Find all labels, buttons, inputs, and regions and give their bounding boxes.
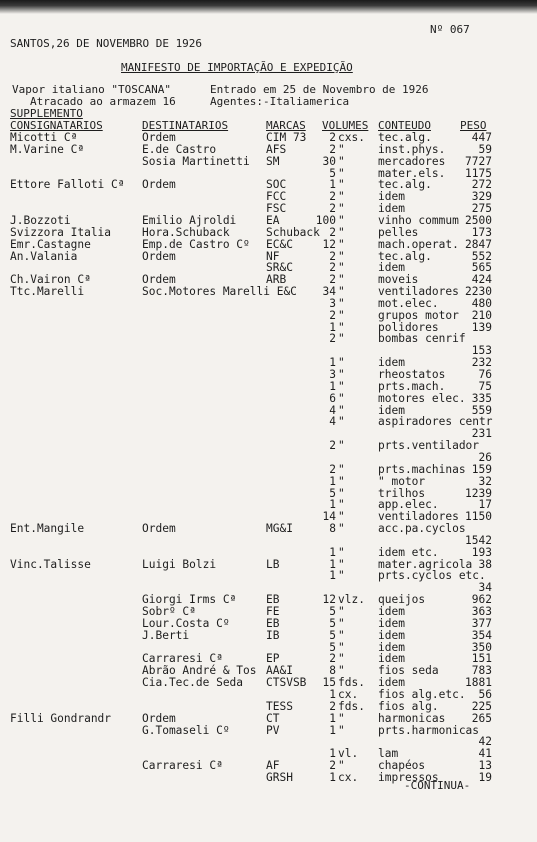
volume-unit-cell: " — [338, 462, 345, 476]
content-cell: tec.alg. — [378, 178, 432, 192]
content-cell: vinho commum — [378, 213, 459, 227]
weight-cell: 1175 — [465, 166, 492, 180]
volume-unit-cell: vl. — [338, 747, 359, 761]
content-cell: grupos motor — [378, 308, 459, 322]
weight-cell: 2847 — [465, 237, 492, 251]
content-cell: idem etc. — [378, 545, 439, 559]
weight-cell: 159 — [471, 462, 492, 476]
volume-qty-cell: 2 — [329, 190, 336, 204]
receiver-cell: Sobrº Cª — [142, 605, 196, 618]
volume-qty-cell: 1 — [329, 320, 336, 334]
volume-qty-cell: 1 — [329, 379, 336, 393]
content-cell: mater.els. — [378, 166, 446, 180]
weight-cell: 56 — [478, 687, 492, 701]
table-row — [0, 286, 537, 298]
receiver-cell: Carraresi Cª — [142, 759, 223, 773]
receiver-cell: Ordem — [142, 522, 176, 536]
content-cell: lam — [378, 747, 399, 761]
receiver-cell: Ordem — [142, 131, 176, 144]
weight-cell: 210 — [471, 308, 492, 322]
volume-unit-cell: " — [338, 723, 345, 737]
content-cell: bombas cenrif — [378, 332, 466, 346]
mark-cell: SR&C — [266, 261, 293, 275]
volume-qty-cell: 34 — [322, 285, 336, 299]
consignee-cell: Filli Gondrandr — [10, 711, 112, 725]
weight-cell: 377 — [471, 616, 492, 630]
volume-qty-cell: 3 — [329, 368, 336, 381]
content-cell: harmonicas — [378, 711, 446, 725]
volume-unit-cell: " — [338, 202, 345, 216]
receiver-cell: Abrão André & Tos — [142, 664, 257, 678]
mark-cell: ARB — [266, 273, 287, 287]
volume-unit-cell: " — [338, 154, 345, 168]
table-row — [0, 701, 537, 713]
volume-unit-cell: " — [338, 213, 345, 227]
volume-unit-cell: " — [338, 510, 345, 524]
consignee-cell: J.Bozzoti — [10, 213, 71, 227]
content-cell: ventiladores — [378, 510, 459, 524]
content-cell: queijos — [378, 593, 426, 607]
volume-qty-cell: 6 — [329, 391, 336, 405]
volume-unit-cell: " — [338, 415, 345, 429]
weight-cell: 151 — [471, 652, 492, 666]
consignee-cell: Ettore Falloti Cª — [10, 178, 125, 192]
content-cell: fios seda — [378, 664, 439, 678]
weight-cell: 480 — [471, 296, 492, 310]
receiver-cell: Emilio Ajroldi — [142, 213, 237, 227]
mark-cell: CT — [266, 711, 280, 725]
weight-cell: 41 — [478, 747, 492, 761]
volume-qty-cell: 5 — [329, 616, 336, 630]
volume-qty-cell: 8 — [329, 664, 336, 678]
document-title: MANIFESTO DE IMPORTAÇÃO E EXPEDIÇÃO — [121, 61, 353, 74]
content-cell: prts.machinas — [378, 462, 466, 476]
content-cell: rheostatos — [378, 368, 446, 381]
content-cell: idem — [378, 676, 405, 690]
volume-unit-cell: " — [338, 142, 345, 156]
volume-unit-cell: " — [338, 545, 345, 559]
volume-unit-cell: " — [338, 296, 345, 310]
consignee-cell: An.Valania — [10, 249, 78, 263]
content-cell: idem — [378, 202, 405, 216]
volume-unit-cell: " — [338, 368, 345, 381]
volume-unit-cell: " — [338, 320, 345, 334]
content-cell: inst.phys. — [378, 142, 446, 156]
table-row — [0, 393, 537, 405]
weight-cell: 13 — [478, 759, 492, 773]
table-row — [0, 476, 537, 488]
mark-cell: AA&I — [266, 664, 293, 678]
weight-cell: 59 — [478, 142, 492, 156]
content-cell: polidores — [378, 320, 439, 334]
weight-cell: 275 — [471, 202, 492, 216]
weight-cell: 193 — [471, 545, 492, 559]
table-row — [0, 547, 537, 559]
weight-cell: 354 — [471, 628, 492, 642]
weight-cell: 2500 — [465, 213, 492, 227]
volume-unit-cell: " — [338, 498, 345, 512]
volume-unit-cell: " — [338, 652, 345, 666]
receiver-cell: E.de Castro — [142, 142, 217, 156]
consignee-cell: Emr.Castagne — [10, 237, 91, 251]
volume-qty-cell: 8 — [329, 522, 336, 536]
receiver-cell: Emp.de Castro Cº — [142, 237, 250, 251]
weight-cell: 2230 — [465, 285, 492, 299]
continued-marker: -CONTINUA- — [404, 779, 471, 792]
weight-cell: 173 — [471, 225, 492, 239]
volume-unit-cell: " — [338, 379, 345, 393]
supplement-label: SUPPLEMENTO — [10, 107, 83, 120]
weight-cell: 75 — [478, 379, 492, 393]
weight-cell: 265 — [471, 711, 492, 725]
document-number: Nº 067 — [430, 23, 470, 36]
weight-cell: 26 — [478, 450, 492, 464]
column-header-mark: MARCAS — [266, 119, 306, 132]
table-row — [0, 369, 537, 381]
volume-qty-cell: 15 — [322, 676, 336, 690]
content-cell: moveis — [378, 273, 419, 287]
column-header-volumes: VOLUMES — [322, 119, 369, 132]
mark-cell: TESS — [266, 699, 293, 713]
volume-unit-cell: " — [338, 439, 345, 453]
table-row — [0, 523, 537, 535]
table-row — [0, 156, 537, 168]
volume-unit-cell: " — [338, 557, 345, 571]
volume-qty-cell: 1 — [329, 178, 336, 192]
weight-cell: 424 — [471, 273, 492, 287]
mark-cell: EC&C — [266, 237, 293, 251]
weight-cell: 552 — [471, 249, 492, 263]
column-header-content: CONTEUDO — [378, 119, 431, 132]
volume-unit-cell: cx. — [338, 770, 359, 784]
mark-cell: SM — [266, 154, 280, 168]
mark-cell: MG&I — [266, 522, 293, 536]
weight-cell: 329 — [471, 190, 492, 204]
volume-qty-cell: 2 — [329, 249, 336, 263]
volume-unit-cell: " — [338, 664, 345, 678]
content-cell: idem — [378, 616, 405, 630]
weight-cell: 34 — [478, 581, 492, 595]
content-cell: ventiladores — [378, 285, 459, 299]
volume-unit-cell: " — [338, 332, 345, 346]
vessel-line: Vapor italiano "TOSCANA" — [12, 83, 171, 96]
table-row — [0, 310, 537, 322]
receiver-cell: Ordem — [142, 178, 176, 192]
volume-qty-cell: 100 — [315, 213, 336, 227]
content-cell: prts.ventilador — [378, 439, 480, 453]
consignee-cell: Ch.Vairon Cª — [10, 273, 91, 287]
weight-cell: 42 — [478, 735, 492, 749]
content-cell: prts.harmonicas — [378, 723, 480, 737]
volume-qty-cell: 5 — [329, 605, 336, 618]
volume-qty-cell: 1 — [329, 711, 336, 725]
receiver-cell: Soc.Motores Marelli E&C — [142, 285, 297, 299]
volume-qty-cell: 2 — [329, 273, 336, 287]
volume-qty-cell: 2 — [329, 225, 336, 239]
weight-cell: 447 — [471, 131, 492, 144]
volume-unit-cell: " — [338, 249, 345, 263]
weight-cell: 272 — [471, 178, 492, 192]
mark-cell: AF — [266, 759, 280, 773]
volume-qty-cell: 12 — [322, 237, 336, 251]
mark-cell: SOC — [266, 178, 287, 192]
consignee-cell: Micotti Cª — [10, 131, 78, 144]
content-cell: impressos — [378, 770, 439, 784]
volume-unit-cell: " — [338, 711, 345, 725]
volume-qty-cell: 1 — [329, 474, 336, 488]
weight-cell: 32 — [478, 474, 492, 488]
receiver-cell: Cia.Tec.de Seda — [142, 676, 244, 690]
volume-qty-cell: 30 — [322, 154, 336, 168]
table-row — [0, 345, 537, 357]
receiver-cell: Ordem — [142, 711, 176, 725]
volume-unit-cell: cx. — [338, 687, 359, 701]
content-cell: idem — [378, 190, 405, 204]
volume-unit-cell: " — [338, 628, 345, 642]
weight-cell: 231 — [471, 427, 492, 441]
content-cell: idem — [378, 605, 405, 618]
scan-top-edge — [0, 0, 537, 14]
volume-unit-cell: " — [338, 391, 345, 405]
volume-unit-cell: " — [338, 261, 345, 275]
weight-cell: 335 — [471, 391, 492, 405]
content-cell: app.elec. — [378, 498, 439, 512]
volume-qty-cell: 2 — [329, 759, 336, 773]
content-cell: aspiradores centr — [378, 415, 493, 429]
volume-qty-cell: 2 — [329, 462, 336, 476]
table-row — [0, 736, 537, 748]
weight-cell: 153 — [471, 344, 492, 358]
table-row — [0, 570, 537, 582]
weight-cell: 559 — [471, 403, 492, 417]
table-row — [0, 725, 537, 737]
volume-qty-cell: 2 — [329, 332, 336, 346]
table-row — [0, 333, 537, 345]
volume-unit-cell: " — [338, 403, 345, 417]
volume-qty-cell: 1 — [329, 545, 336, 559]
weight-cell: 1542 — [465, 533, 492, 547]
volume-unit-cell: " — [338, 308, 345, 322]
date-line: SANTOS,26 DE NOVEMBRO DE 1926 — [10, 37, 203, 50]
mark-cell: LB — [266, 557, 280, 571]
consignee-cell: Ttc.Marelli — [10, 285, 85, 299]
volume-qty-cell: 4 — [329, 415, 336, 429]
content-cell: acc.pa.cyclos — [378, 522, 466, 536]
volume-unit-cell: " — [338, 225, 345, 239]
weight-cell: 565 — [471, 261, 492, 275]
mark-cell: IB — [266, 628, 280, 642]
weight-cell: 17 — [478, 498, 492, 512]
mark-cell: EB — [266, 616, 280, 630]
content-cell: mach.operat. — [378, 237, 459, 251]
table-row — [0, 488, 537, 500]
volume-unit-cell: " — [338, 522, 345, 536]
content-cell: idem — [378, 356, 405, 370]
content-cell: prts.mach. — [378, 379, 446, 393]
receiver-cell: Ordem — [142, 249, 176, 263]
content-cell: trilhos — [378, 486, 426, 500]
volume-qty-cell: 1 — [329, 723, 336, 737]
weight-cell: 783 — [471, 664, 492, 678]
column-header-consignee: CONSIGNATARIOS — [10, 119, 103, 132]
mark-cell: CIM 73 — [266, 131, 307, 144]
mark-cell: CTSVSB — [266, 676, 307, 690]
mark-cell: FE — [266, 605, 280, 618]
volume-qty-cell: 2 — [329, 652, 336, 666]
volume-unit-cell: " — [338, 190, 345, 204]
table-row — [0, 357, 537, 369]
consignee-cell: Vinc.Talisse — [10, 557, 91, 571]
volume-unit-cell: " — [338, 605, 345, 618]
volume-qty-cell: 5 — [329, 486, 336, 500]
content-cell: idem — [378, 652, 405, 666]
content-cell: pelles — [378, 225, 419, 239]
consignee-cell: Svizzora Italia — [10, 225, 112, 239]
mark-cell: GRSH — [266, 770, 293, 784]
volume-unit-cell: " — [338, 486, 345, 500]
volume-qty-cell: 12 — [322, 593, 336, 607]
content-cell: idem — [378, 628, 405, 642]
receiver-cell: Carraresi Cª — [142, 652, 223, 666]
volume-qty-cell: 5 — [329, 166, 336, 180]
weight-cell: 139 — [471, 320, 492, 334]
volume-qty-cell: 2 — [329, 308, 336, 322]
content-cell: tec.alg. — [378, 249, 432, 263]
receiver-cell: J.Berti — [142, 628, 190, 642]
content-cell: idem — [378, 403, 405, 417]
volume-unit-cell: " — [338, 356, 345, 370]
volume-qty-cell: 4 — [329, 403, 336, 417]
content-cell: prts.cyclos etc. — [378, 569, 486, 583]
content-cell: tec.alg. — [378, 131, 432, 144]
table-row — [0, 713, 537, 725]
mark-cell: FCC — [266, 190, 287, 204]
table-row — [0, 464, 537, 476]
volume-unit-cell: " — [338, 616, 345, 630]
volume-unit-cell: " — [338, 166, 345, 180]
volume-qty-cell: 2 — [329, 142, 336, 156]
volume-qty-cell: 1 — [329, 557, 336, 571]
mark-cell: AFS — [266, 142, 287, 156]
volume-unit-cell: " — [338, 759, 345, 773]
weight-cell: 225 — [471, 699, 492, 713]
consignee-cell: M.Varine Cª — [10, 142, 85, 156]
volume-qty-cell: 5 — [329, 628, 336, 642]
receiver-cell: Ordem — [142, 273, 176, 287]
receiver-cell: Lour.Costa Cº — [142, 616, 230, 630]
content-cell: " motor — [378, 474, 426, 488]
weight-cell: 232 — [471, 356, 492, 370]
volume-qty-cell: 3 — [329, 296, 336, 310]
mark-cell: FSC — [266, 202, 287, 216]
mark-cell: EB — [266, 593, 280, 607]
content-cell: motores elec. — [378, 391, 466, 405]
weight-cell: 38 — [478, 557, 492, 571]
volume-unit-cell: " — [338, 640, 345, 654]
weight-cell: 1881 — [465, 676, 492, 690]
content-cell: mater.agricola — [378, 557, 473, 571]
content-cell: fios alg.etc. — [378, 687, 466, 701]
table-row — [0, 630, 537, 642]
consignee-cell: Ent.Mangile — [10, 522, 85, 536]
column-header-receiver: DESTINATARIOS — [142, 119, 229, 132]
receiver-cell: Sosia Martinetti — [142, 154, 250, 168]
weight-cell: 1150 — [465, 510, 492, 524]
volume-qty-cell: 2 — [329, 699, 336, 713]
mark-cell: EP — [266, 652, 280, 666]
weight-cell: 363 — [471, 605, 492, 618]
volume-unit-cell: " — [338, 569, 345, 583]
table-row — [0, 535, 537, 547]
volume-qty-cell: 1 — [329, 747, 336, 761]
volume-qty-cell: 2 — [329, 202, 336, 216]
receiver-cell: Luigi Bolzi — [142, 557, 217, 571]
agents-line: Agentes:-Italiamerica — [210, 95, 350, 108]
volume-unit-cell: " — [338, 178, 345, 192]
receiver-cell: G.Tomaseli Cº — [142, 723, 230, 737]
receiver-cell: Giorgi Irms Cª — [142, 593, 237, 607]
table-row — [0, 239, 537, 251]
weight-cell: 350 — [471, 640, 492, 654]
receiver-cell: Hora.Schuback — [142, 225, 230, 239]
content-cell: mot.elec. — [378, 296, 439, 310]
content-cell: idem — [378, 261, 405, 275]
mark-cell: NF — [266, 249, 280, 263]
volume-unit-cell: fds. — [338, 699, 365, 713]
weight-cell: 1239 — [465, 486, 492, 500]
volume-qty-cell: 1 — [329, 770, 336, 784]
arrival-line: Entrado em 25 de Novembro de 1926 — [210, 83, 429, 96]
volume-unit-cell: " — [338, 474, 345, 488]
mark-cell: PV — [266, 723, 280, 737]
table-row — [0, 440, 537, 452]
volume-qty-cell: 1 — [329, 569, 336, 583]
volume-unit-cell: " — [338, 237, 345, 251]
volume-qty-cell: 2 — [329, 439, 336, 453]
volume-qty-cell: 14 — [322, 510, 336, 524]
weight-cell: 19 — [478, 770, 492, 784]
volume-qty-cell: 5 — [329, 640, 336, 654]
volume-unit-cell: " — [338, 273, 345, 287]
table-row — [0, 416, 537, 428]
mark-cell: EA — [266, 213, 280, 227]
volume-qty-cell: 1 — [329, 687, 336, 701]
content-cell: fios alg. — [378, 699, 439, 713]
volume-unit-cell: " — [338, 285, 345, 299]
volume-unit-cell: fds. — [338, 676, 365, 690]
volume-qty-cell: 1 — [329, 498, 336, 512]
weight-cell: 7727 — [465, 154, 492, 168]
content-cell: mercadores — [378, 154, 446, 168]
volume-unit-cell: cxs. — [338, 131, 365, 144]
table-row — [0, 227, 537, 239]
volume-qty-cell: 2 — [329, 131, 336, 144]
volume-unit-cell: vlz. — [338, 593, 365, 607]
weight-cell: 962 — [471, 593, 492, 607]
berth-line: Atracado ao armazem 16 — [30, 95, 176, 108]
mark-cell: Schuback — [266, 225, 320, 239]
volume-qty-cell: 1 — [329, 356, 336, 370]
weight-cell: 76 — [478, 368, 492, 381]
column-header-weight: PESO — [460, 119, 487, 132]
content-cell: chapéos — [378, 759, 426, 773]
content-cell: idem — [378, 640, 405, 654]
volume-qty-cell: 2 — [329, 261, 336, 275]
